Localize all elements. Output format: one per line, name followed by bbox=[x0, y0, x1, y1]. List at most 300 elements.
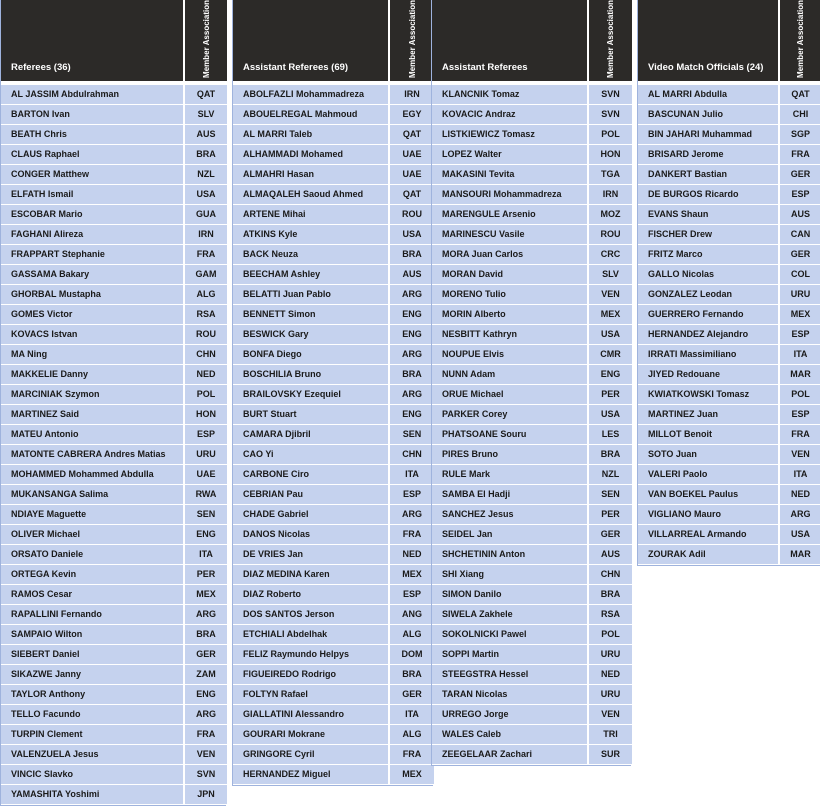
official-name: BURT Stuart bbox=[233, 404, 389, 424]
official-name: NOUPUE Elvis bbox=[432, 344, 588, 364]
table-row bbox=[1, 704, 227, 724]
table-row bbox=[638, 204, 820, 224]
official-name: CARBONE Ciro bbox=[233, 464, 389, 484]
table-row bbox=[233, 724, 434, 744]
member-association-code: LES bbox=[588, 424, 632, 444]
table-row bbox=[432, 544, 632, 564]
member-association-code: UAE bbox=[389, 144, 434, 164]
official-name: ORUE Michael bbox=[432, 384, 588, 404]
table-row bbox=[1, 584, 227, 604]
member-association-code: ROU bbox=[389, 204, 434, 224]
group-title: Referees (36) bbox=[1, 0, 184, 81]
table-row bbox=[638, 424, 820, 444]
official-name: BACK Neuza bbox=[233, 244, 389, 264]
official-name: TURPIN Clement bbox=[1, 724, 184, 744]
member-association-code: ROU bbox=[588, 224, 632, 244]
member-association-code: URU bbox=[588, 684, 632, 704]
table-row bbox=[432, 224, 632, 244]
official-name: GOMES Victor bbox=[1, 304, 184, 324]
official-name: GUERRERO Fernando bbox=[638, 304, 779, 324]
member-association-code: GER bbox=[779, 244, 820, 264]
table-row bbox=[432, 264, 632, 284]
member-association-code: GER bbox=[184, 644, 227, 664]
official-name: SOKOLNICKI Pawel bbox=[432, 624, 588, 644]
table-row bbox=[638, 184, 820, 204]
official-name: AL MARRI Taleb bbox=[233, 124, 389, 144]
table-row bbox=[1, 664, 227, 684]
table-row bbox=[638, 224, 820, 244]
table-row bbox=[1, 744, 227, 764]
official-name: DE VRIES Jan bbox=[233, 544, 389, 564]
table-row bbox=[1, 784, 227, 804]
video-match-officials-table bbox=[637, 0, 820, 566]
official-name: BONFA Diego bbox=[233, 344, 389, 364]
member-association-code: URU bbox=[779, 284, 820, 304]
table-row bbox=[432, 704, 632, 724]
table-row bbox=[1, 464, 227, 484]
table-row bbox=[1, 764, 227, 784]
table-row bbox=[432, 604, 632, 624]
table-row bbox=[638, 104, 820, 124]
table-row bbox=[233, 424, 434, 444]
member-association-code: BRA bbox=[184, 624, 227, 644]
official-name: SHI Xiang bbox=[432, 564, 588, 584]
official-name: ALMAQALEH Saoud Ahmed bbox=[233, 184, 389, 204]
table-row bbox=[233, 85, 434, 105]
official-name: MORA Juan Carlos bbox=[432, 244, 588, 264]
official-name: DOS SANTOS Jerson bbox=[233, 604, 389, 624]
official-name: ELFATH Ismail bbox=[1, 184, 184, 204]
member-association-code: IRN bbox=[389, 85, 434, 105]
member-association-code: SEN bbox=[184, 504, 227, 524]
official-name: FIGUEIREDO Rodrigo bbox=[233, 664, 389, 684]
table-row bbox=[233, 464, 434, 484]
table-row bbox=[233, 224, 434, 244]
member-association-code: ANG bbox=[389, 604, 434, 624]
official-name: ZOURAK Adil bbox=[638, 544, 779, 564]
member-association-code: VEN bbox=[779, 444, 820, 464]
table-row bbox=[432, 424, 632, 444]
official-name: SIMON Danilo bbox=[432, 584, 588, 604]
member-association-code: GUA bbox=[184, 204, 227, 224]
member-association-code: URU bbox=[588, 644, 632, 664]
table-row bbox=[638, 244, 820, 264]
table-row bbox=[432, 85, 632, 105]
member-association-code: CMR bbox=[588, 344, 632, 364]
official-name: MATONTE CABRERA Andres Matias bbox=[1, 444, 184, 464]
table-row bbox=[638, 484, 820, 504]
member-association-code: CHN bbox=[184, 344, 227, 364]
member-association-label: Member Association bbox=[407, 0, 417, 78]
table-row bbox=[1, 504, 227, 524]
member-association-code: POL bbox=[779, 384, 820, 404]
official-name: GONZALEZ Leodan bbox=[638, 284, 779, 304]
table-row bbox=[638, 364, 820, 384]
member-association-code: CHN bbox=[588, 564, 632, 584]
official-name: MILLOT Benoit bbox=[638, 424, 779, 444]
official-name: MOHAMMED Mohammed Abdulla bbox=[1, 464, 184, 484]
table-row bbox=[233, 704, 434, 724]
table-header bbox=[638, 0, 820, 81]
table-row bbox=[1, 364, 227, 384]
official-name: IRRATI Massimiliano bbox=[638, 344, 779, 364]
table-row bbox=[432, 364, 632, 384]
member-association-code: ITA bbox=[389, 464, 434, 484]
official-name: MAKKELIE Danny bbox=[1, 364, 184, 384]
table-row bbox=[432, 404, 632, 424]
table-row bbox=[233, 484, 434, 504]
member-association-code: MEX bbox=[184, 584, 227, 604]
table-row bbox=[638, 524, 820, 544]
table-row bbox=[1, 384, 227, 404]
table-row bbox=[1, 644, 227, 664]
member-association-code: PER bbox=[184, 564, 227, 584]
member-association-code: BRA bbox=[389, 244, 434, 264]
official-name: LOPEZ Walter bbox=[432, 144, 588, 164]
member-association-code: TRI bbox=[588, 724, 632, 744]
table-row bbox=[638, 324, 820, 344]
official-name: BRISARD Jerome bbox=[638, 144, 779, 164]
member-association-code: VEN bbox=[588, 284, 632, 304]
member-association-code: ITA bbox=[779, 464, 820, 484]
official-name: ZEEGELAAR Zachari bbox=[432, 744, 588, 764]
official-name: VALENZUELA Jesus bbox=[1, 744, 184, 764]
table-row bbox=[1, 404, 227, 424]
official-name: KOVACIC Andraz bbox=[432, 104, 588, 124]
member-association-code: HON bbox=[588, 144, 632, 164]
member-association-code: ENG bbox=[389, 304, 434, 324]
table-row bbox=[432, 564, 632, 584]
member-association-code: SLV bbox=[588, 264, 632, 284]
official-name: SEIDEL Jan bbox=[432, 524, 588, 544]
table-row bbox=[432, 624, 632, 644]
table-row bbox=[638, 144, 820, 164]
member-association-code: GER bbox=[779, 164, 820, 184]
member-association-code: ENG bbox=[588, 364, 632, 384]
member-association-code: PER bbox=[588, 384, 632, 404]
official-name: FOLTYN Rafael bbox=[233, 684, 389, 704]
member-association-code: GER bbox=[389, 684, 434, 704]
official-name: VIGLIANO Mauro bbox=[638, 504, 779, 524]
table-row bbox=[233, 744, 434, 764]
official-name: BOSCHILIA Bruno bbox=[233, 364, 389, 384]
official-name: FRAPPART Stephanie bbox=[1, 244, 184, 264]
table-row bbox=[638, 264, 820, 284]
table-row bbox=[432, 244, 632, 264]
member-association-code: GAM bbox=[184, 264, 227, 284]
member-association-code: NED bbox=[588, 664, 632, 684]
table-row bbox=[233, 584, 434, 604]
member-association-code: COL bbox=[779, 264, 820, 284]
member-association-code: ESP bbox=[184, 424, 227, 444]
table-row bbox=[1, 124, 227, 144]
official-name: SOTO Juan bbox=[638, 444, 779, 464]
official-name: DIAZ Roberto bbox=[233, 584, 389, 604]
official-name: ORTEGA Kevin bbox=[1, 564, 184, 584]
member-association-code: ESP bbox=[779, 184, 820, 204]
table-row bbox=[233, 564, 434, 584]
official-name: ALMAHRI Hasan bbox=[233, 164, 389, 184]
table-row bbox=[233, 284, 434, 304]
member-association-code: ALG bbox=[184, 284, 227, 304]
table-row bbox=[233, 544, 434, 564]
official-name: CHADE Gabriel bbox=[233, 504, 389, 524]
official-name: BASCUNAN Julio bbox=[638, 104, 779, 124]
table-row bbox=[638, 85, 820, 105]
official-name: CEBRIAN Pau bbox=[233, 484, 389, 504]
table-row bbox=[1, 144, 227, 164]
table-row bbox=[638, 464, 820, 484]
official-name: MUKANSANGA Salima bbox=[1, 484, 184, 504]
official-name: WALES Caleb bbox=[432, 724, 588, 744]
official-name: GHORBAL Mustapha bbox=[1, 284, 184, 304]
table-row bbox=[638, 284, 820, 304]
member-association-code: ARG bbox=[389, 504, 434, 524]
member-association-code: ESP bbox=[779, 404, 820, 424]
member-association-code: DOM bbox=[389, 644, 434, 664]
official-name: HERNANDEZ Alejandro bbox=[638, 324, 779, 344]
member-association-code: MEX bbox=[779, 304, 820, 324]
member-association-code: QAT bbox=[389, 184, 434, 204]
table-row bbox=[432, 124, 632, 144]
official-name: MARENGULE Arsenio bbox=[432, 204, 588, 224]
table-row bbox=[432, 384, 632, 404]
member-association-code: MAR bbox=[779, 364, 820, 384]
member-association-code: USA bbox=[389, 224, 434, 244]
member-association-code: ENG bbox=[389, 404, 434, 424]
table-row bbox=[233, 144, 434, 164]
official-name: ORSATO Daniele bbox=[1, 544, 184, 564]
table-row bbox=[432, 664, 632, 684]
official-name: RAMOS Cesar bbox=[1, 584, 184, 604]
official-name: GASSAMA Bakary bbox=[1, 264, 184, 284]
member-association-code: MEX bbox=[588, 304, 632, 324]
member-association-code: RSA bbox=[184, 304, 227, 324]
member-association-code: AUS bbox=[588, 544, 632, 564]
member-association-code: MEX bbox=[389, 764, 434, 784]
official-name: HERNANDEZ Miguel bbox=[233, 764, 389, 784]
member-association-code: VEN bbox=[184, 744, 227, 764]
member-association-code: BRA bbox=[389, 364, 434, 384]
official-name: MANSOURI Mohammadreza bbox=[432, 184, 588, 204]
member-association-code: SLV bbox=[184, 104, 227, 124]
table-row bbox=[432, 524, 632, 544]
member-association-header bbox=[389, 0, 434, 81]
official-name: NUNN Adam bbox=[432, 364, 588, 384]
table-row bbox=[432, 144, 632, 164]
referees-table bbox=[0, 0, 226, 806]
table-header bbox=[233, 0, 434, 81]
table-row bbox=[1, 224, 227, 244]
official-name: ALHAMMADI Mohamed bbox=[233, 144, 389, 164]
table-row bbox=[1, 444, 227, 464]
official-name: YAMASHITA Yoshimi bbox=[1, 784, 184, 804]
official-name: KOVACS Istvan bbox=[1, 324, 184, 344]
member-association-code: NZL bbox=[184, 164, 227, 184]
table-row bbox=[432, 284, 632, 304]
official-name: VINCIC Slavko bbox=[1, 764, 184, 784]
table-row bbox=[233, 304, 434, 324]
official-name: MAKASINI Tevita bbox=[432, 164, 588, 184]
official-name: FELIZ Raymundo Helpys bbox=[233, 644, 389, 664]
official-name: BARTON Ivan bbox=[1, 104, 184, 124]
member-association-label: Member Association bbox=[606, 0, 615, 78]
member-association-code: ALG bbox=[389, 624, 434, 644]
member-association-code: ENG bbox=[184, 684, 227, 704]
official-name: DANOS Nicolas bbox=[233, 524, 389, 544]
table-row bbox=[233, 124, 434, 144]
member-association-code: MOZ bbox=[588, 204, 632, 224]
member-association-code: IRN bbox=[588, 184, 632, 204]
official-name: GIALLATINI Alessandro bbox=[233, 704, 389, 724]
table-row bbox=[233, 264, 434, 284]
table-row bbox=[432, 304, 632, 324]
table-row bbox=[233, 104, 434, 124]
member-association-code: AUS bbox=[779, 204, 820, 224]
member-association-code: FRA bbox=[184, 724, 227, 744]
member-association-code: USA bbox=[588, 324, 632, 344]
table-row bbox=[1, 624, 227, 644]
official-name: RULE Mark bbox=[432, 464, 588, 484]
table-row bbox=[638, 404, 820, 424]
member-association-code: ARG bbox=[184, 704, 227, 724]
official-name: URREGO Jorge bbox=[432, 704, 588, 724]
member-association-code: SVN bbox=[184, 764, 227, 784]
official-name: SHCHETININ Anton bbox=[432, 544, 588, 564]
member-association-code: SVN bbox=[588, 85, 632, 105]
official-name: KLANCNIK Tomaz bbox=[432, 85, 588, 105]
table-row bbox=[1, 684, 227, 704]
table-row bbox=[233, 444, 434, 464]
official-name: ESCOBAR Mario bbox=[1, 204, 184, 224]
table-row bbox=[638, 504, 820, 524]
table-row bbox=[1, 184, 227, 204]
table-row bbox=[233, 764, 434, 784]
table-row bbox=[638, 164, 820, 184]
table-row bbox=[233, 164, 434, 184]
table-row bbox=[1, 524, 227, 544]
official-name: LISTKIEWICZ Tomasz bbox=[432, 124, 588, 144]
table-row bbox=[1, 484, 227, 504]
table-row bbox=[432, 584, 632, 604]
official-name: MA Ning bbox=[1, 344, 184, 364]
table-row bbox=[1, 204, 227, 224]
table-row bbox=[233, 244, 434, 264]
table-row bbox=[233, 504, 434, 524]
member-association-code: USA bbox=[588, 404, 632, 424]
member-association-header bbox=[184, 0, 227, 81]
member-association-code: ESP bbox=[389, 584, 434, 604]
official-name: BIN JAHARI Muhammad bbox=[638, 124, 779, 144]
official-name: DE BURGOS Ricardo bbox=[638, 184, 779, 204]
official-name: OLIVER Michael bbox=[1, 524, 184, 544]
member-association-code: SUR bbox=[588, 744, 632, 764]
table-row bbox=[1, 164, 227, 184]
official-name: FISCHER Drew bbox=[638, 224, 779, 244]
member-association-code: ARG bbox=[779, 504, 820, 524]
member-association-code: POL bbox=[184, 384, 227, 404]
official-name: SOPPI Martin bbox=[432, 644, 588, 664]
official-name: BENNETT Simon bbox=[233, 304, 389, 324]
official-name: NESBITT Kathryn bbox=[432, 324, 588, 344]
official-name: PARKER Corey bbox=[432, 404, 588, 424]
member-association-code: FRA bbox=[779, 144, 820, 164]
member-association-code: UAE bbox=[184, 464, 227, 484]
member-association-code: GER bbox=[588, 524, 632, 544]
member-association-code: FRA bbox=[184, 244, 227, 264]
official-name: ABOUELREGAL Mahmoud bbox=[233, 104, 389, 124]
table-row bbox=[233, 524, 434, 544]
member-association-code: FRA bbox=[389, 524, 434, 544]
member-association-code: ARG bbox=[184, 604, 227, 624]
official-name: SAMBA El Hadji bbox=[432, 484, 588, 504]
official-name: EVANS Shaun bbox=[638, 204, 779, 224]
table-row bbox=[638, 304, 820, 324]
official-name: VALERI Paolo bbox=[638, 464, 779, 484]
official-name: SIWELA Zakhele bbox=[432, 604, 588, 624]
member-association-code: SEN bbox=[588, 484, 632, 504]
member-association-code: SEN bbox=[389, 424, 434, 444]
member-association-code: ITA bbox=[779, 344, 820, 364]
official-name: MARTINEZ Said bbox=[1, 404, 184, 424]
assistant-referees-table-1 bbox=[232, 0, 433, 786]
member-association-code: NED bbox=[389, 544, 434, 564]
member-association-code: IRN bbox=[184, 224, 227, 244]
official-name: TELLO Facundo bbox=[1, 704, 184, 724]
official-name: RAPALLINI Fernando bbox=[1, 604, 184, 624]
member-association-code: NED bbox=[779, 484, 820, 504]
official-name: NDIAYE Maguette bbox=[1, 504, 184, 524]
official-name: ETCHIALI Abdelhak bbox=[233, 624, 389, 644]
official-name: BRAILOVSKY Ezequiel bbox=[233, 384, 389, 404]
table-row bbox=[1, 424, 227, 444]
table-row bbox=[1, 264, 227, 284]
table-row bbox=[638, 544, 820, 564]
member-association-code: ARG bbox=[389, 344, 434, 364]
official-name: SIEBERT Daniel bbox=[1, 644, 184, 664]
official-name: BELATTI Juan Pablo bbox=[233, 284, 389, 304]
group-title: Assistant Referees (69) bbox=[233, 0, 389, 81]
member-association-code: JPN bbox=[184, 784, 227, 804]
table-row bbox=[638, 124, 820, 144]
member-association-code: QAT bbox=[389, 124, 434, 144]
group-title: Assistant Referees bbox=[432, 0, 588, 81]
member-association-code: ARG bbox=[389, 384, 434, 404]
member-association-code: QAT bbox=[184, 85, 227, 105]
table-row bbox=[432, 204, 632, 224]
official-name: FRITZ Marco bbox=[638, 244, 779, 264]
member-association-code: URU bbox=[184, 444, 227, 464]
member-association-code: MAR bbox=[779, 544, 820, 564]
member-association-header bbox=[779, 0, 820, 81]
table-header bbox=[432, 0, 632, 81]
member-association-code: ARG bbox=[389, 284, 434, 304]
official-name: DANKERT Bastian bbox=[638, 164, 779, 184]
member-association-code: PER bbox=[588, 504, 632, 524]
table-row bbox=[432, 444, 632, 464]
table-header bbox=[1, 0, 227, 81]
table-row bbox=[1, 244, 227, 264]
member-association-code: MEX bbox=[389, 564, 434, 584]
group-title: Video Match Officials (24) bbox=[638, 0, 779, 81]
official-name: KWIATKOWSKI Tomasz bbox=[638, 384, 779, 404]
official-name: VAN BOEKEL Paulus bbox=[638, 484, 779, 504]
table-row bbox=[432, 164, 632, 184]
table-row bbox=[233, 624, 434, 644]
member-association-code: AUS bbox=[184, 124, 227, 144]
official-name: TARAN Nicolas bbox=[432, 684, 588, 704]
official-name: VILLARREAL Armando bbox=[638, 524, 779, 544]
